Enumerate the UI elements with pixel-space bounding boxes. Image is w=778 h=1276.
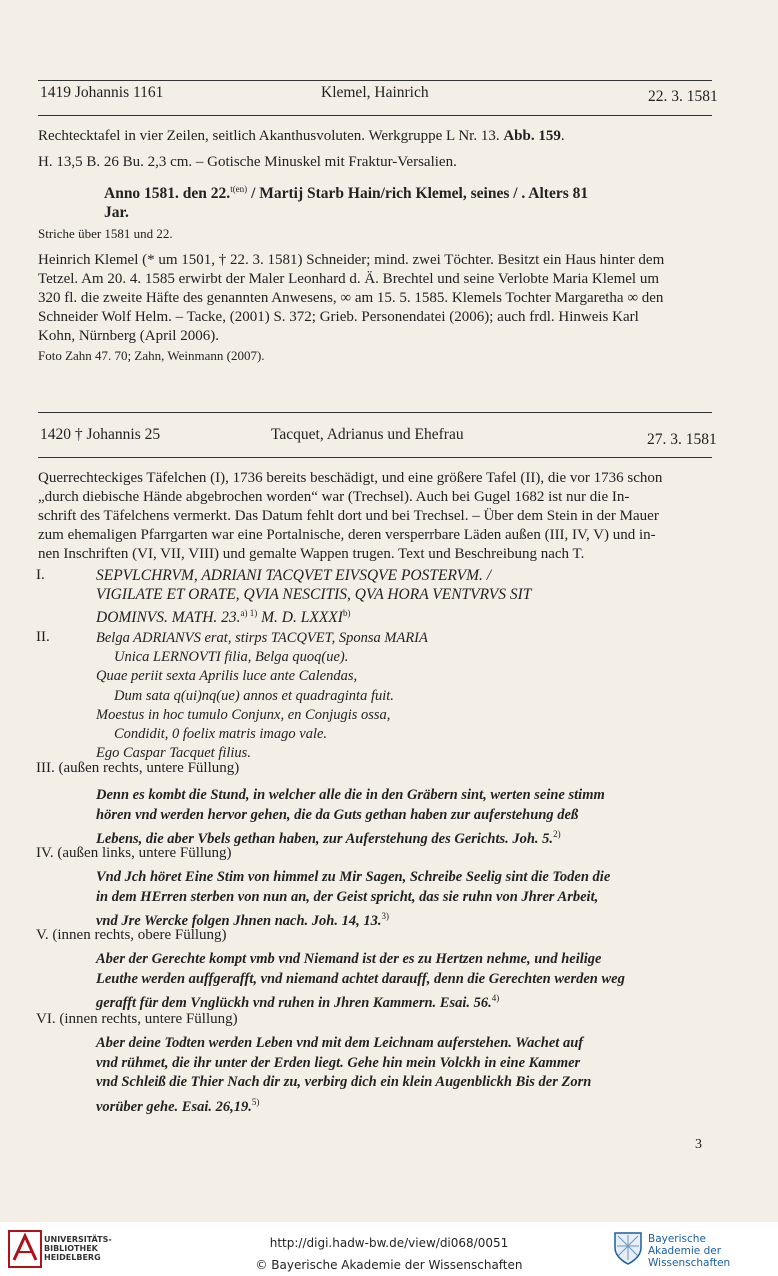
academy-name: Bayerische Akademie der Wissenschaften xyxy=(648,1233,731,1269)
footnote-marker: b) xyxy=(342,608,351,618)
inscription-V-label: V. (innen rechts, obere Füllung) xyxy=(36,927,227,943)
inscription-III-label: III. (außen rechts, untere Füllung) xyxy=(36,760,240,776)
entry-1419-biography: Heinrich Klemel (* um 1501, † 22. 3. 1581) Schneider; mind. zwei Töchter. Besitzt ein Haus hinter dem Tetzel. Am 20. 4. 1585 erwirbt der Maler Leonhard d. Ä. Brechtel und seine Verlobte Maria Klemel um 320 fl. die zweite Häfte des genannten Anwesens, ∞ am 15. 5. 1585. Klemels Tochter Margaretha ∞ den Schneider Wolf Helm. – Tacke, (2001) S. 372; Grieb. Personendatei (2006); auch frdl. Hinweis Karl Kohn, Nürnberg (April 2006). xyxy=(38,252,665,344)
inscription-VI: Aber deine Todten werden Leben vnd mit dem Leichnam auferstehen. Wachet auf vnd rühmet, die ihr unter der Erden liegt. Gehe hin mein Volckh in eine Kammer vnd Schleiß die Thier Nach dir zu, verbirg dich ein klein Augenblickh Bis der Zorn vorüber gehe. Esai. 26,19.$^{5)}$ xyxy=(96,1035,592,1115)
inscription-IV-label: IV. (außen links, untere Füllung) xyxy=(36,845,232,861)
inscription-I-label: I. xyxy=(36,567,45,583)
entry-1419-inscription: Anno 1581. den 22.$^{t(en)}$ / Martij Starb Hain/rich Klemel, seines / . Alters 81 Jar. xyxy=(104,184,589,222)
academy-crest-icon[interactable] xyxy=(612,1230,644,1270)
entry-1420-number: 1420 † Johannis 25 xyxy=(40,426,161,443)
inscription-I: SEPVLCHRVM, ADRIANI TACQVET EIVSQVE POSTERVM. / VIGILATE ET ORATE, QVIA NESCITIS, QVA HORA VENTVRVS SIT DOMINVS. MATH. 23.$^{a) 1)}$ M. D. LXXXI$^{b)}$ xyxy=(96,567,532,627)
figure-reference: Abb. 159 xyxy=(503,128,561,144)
inscription-II: Belga ADRIANVS erat, stirps TACQVET, Sponsa MARIA Unica LERNOVTI filia, Belga quoq(ue). Quae periit sexta Aprilis luce ante Calendas, Dum sata q(ui)nq(ue) annos et quadraginta fuit. Moestus in hoc tumulo Conjunx, en Conjugis ossa, Condidit, 0 foelix matris imago vale. Ego Caspar Tacquet filius. xyxy=(96,630,428,762)
inscription-III: Denn es kombt die Stund, in welcher alle die in den Gräbern sint, werten seine stimm hören vnd werden hervor gehen, die da Guts gethan haben zur auferstehung deß Lebens, die aber Vbels gethan haben, zur Auferstehung des Gerichts. Joh. 5.$^{2)}$ xyxy=(96,787,605,847)
header-rule-top-2 xyxy=(38,412,712,413)
copyright-notice: © Bayerische Akademie der Wissenschaften xyxy=(255,1258,523,1272)
entry-1419-number: 1419 Johannis 1161 xyxy=(40,84,164,101)
permalink-url[interactable]: http://digi.hadw-bw.de/view/di068/0051 xyxy=(269,1236,509,1250)
entry-1419-note: Striche über 1581 und 22. xyxy=(38,226,173,241)
page-number: 3 xyxy=(695,1137,702,1152)
inscription-II-label: II. xyxy=(36,629,50,645)
entry-1420-date: 27. 3. 1581 xyxy=(647,431,717,448)
entry-1420-name: Tacquet, Adrianus und Ehefrau xyxy=(271,426,464,443)
inscription-IV: Vnd Jch höret Eine Stim von himmel zu Mir Sagen, Schreibe Seelig sint die Toden die in dem HErren sterben von nun an, der Geist spricht, das sie ruhn von Jhrer Arbeit, vnd Jre Wercke folgen Jhnen nach. Joh. 14, 13.$^{3)}$ xyxy=(96,869,611,929)
footnote-marker: a) 1) xyxy=(240,608,258,618)
header-rule-bottom-2 xyxy=(38,457,712,458)
entry-1419-photo-credit: Foto Zahn 47. 70; Zahn, Weinmann (2007). xyxy=(38,348,265,363)
footer xyxy=(0,1222,778,1276)
inscription-V: Aber der Gerechte kompt vmb vnd Niemand ist der es zu Hertzen nehme, und heilige Leuthe werden auffgerafft, vnd niemand achtet darauff, denn die Gerechten werden weg gerafft für dem Vnglückh vnd ruhen in Jhren Kammern. Esai. 56.$^{4)}$ xyxy=(96,951,625,1011)
header-rule-top xyxy=(38,80,712,81)
entry-1419-name: Klemel, Hainrich xyxy=(321,84,429,101)
entry-1419-description: Rechtecktafel in vier Zeilen, seitlich Akanthusvoluten. Werkgruppe L Nr. 13. Abb. 159. xyxy=(38,128,565,144)
entry-1419-date: 22. 3. 1581 xyxy=(648,88,718,105)
university-library-name: UNIVERSITÄTS- BIBLIOTHEK HEIDELBERG xyxy=(44,1235,112,1262)
entry-1420-description: Querrechteckiges Täfelchen (I), 1736 bereits beschädigt, und eine größere Tafel (II), die vor 1736 schon „durch diebische Hände abgebrochen worden“ war (Trechsel). Auch bei Gugel 1682 ist nur die In- schrift des Täfelchens vermerkt. Das Datum fehlt dort und bei Trechsel. – Über dem Stein in der Mauer zum ehemaligen Pfarrgarten war eine Portalnische, deren versperrbare Läden außen (III, IV, V) und in- nen Inschriften (VI, VII, VIII) und gemalte Wappen trugen. Text und Beschreibung nach T. xyxy=(38,470,663,562)
entry-1419-dimensions: H. 13,5 B. 26 Bu. 2,3 cm. – Gotische Minuskel mit Fraktur-Versalien. xyxy=(38,154,457,170)
inscription-VI-label: VI. (innen rechts, untere Füllung) xyxy=(36,1011,238,1027)
header-rule-bottom xyxy=(38,115,712,116)
